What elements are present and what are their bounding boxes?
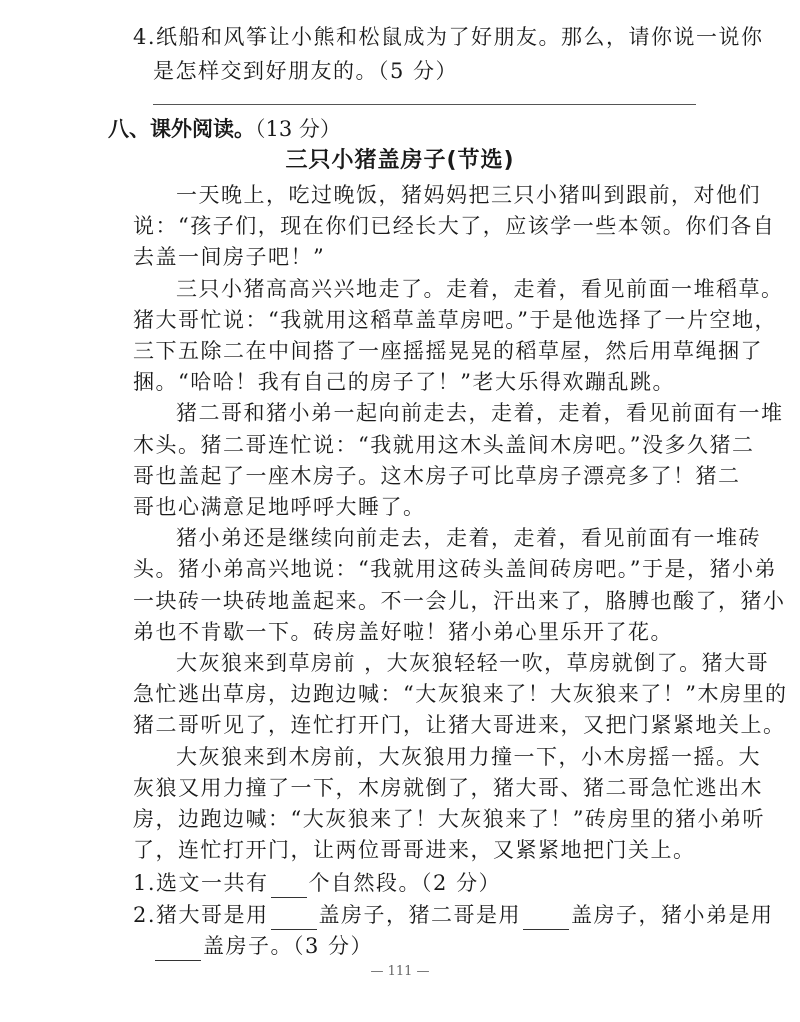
answer-line[interactable]: [153, 104, 696, 105]
passage-line: 大灰狼来到草房前 ，大灰狼轻轻一吹，草房就倒了。猪大哥: [176, 651, 770, 675]
passage-line: 哥也心满意足地呼呼大睡了。: [133, 495, 426, 519]
question-1-text: 1.选文一共有: [133, 871, 269, 896]
passage-line: 哥也盖起了一座木房子。这木房子可比草房子漂亮多了！猪二: [133, 463, 741, 488]
passage-line: 三下五除二在中间搭了一座摇摇晃晃的稻草屋，然后用草绳捆了: [133, 339, 763, 363]
section-label: 八、课外阅读。: [108, 117, 255, 141]
passage-line: 大灰狼来到木房前，大灰狼用力撞一下，小木房摇一摇。大: [176, 744, 761, 769]
question-2-text: 盖房子，猪二哥是用: [318, 902, 522, 927]
question-1: [133, 868, 703, 898]
passage-line: 一块砖一块砖地盖起来。不一会儿，汗出来了，胳膊也酸了，猪小: [133, 588, 786, 613]
passage-line: 灰狼又用力撞了一下，木房就倒了，猪大哥、猪二哥急忙逃出木: [133, 775, 763, 800]
passage-line: 了，连忙打开门，让两位哥哥进来，又紧紧地把门关上。: [133, 838, 696, 863]
answer-blank[interactable]: [155, 938, 201, 961]
question-2-line-1: [133, 900, 774, 930]
passage-line: 弟也不肯歇一下。砖房盖好啦！猪小弟心里乐开了花。: [133, 619, 673, 644]
section-score: （13 分）: [255, 117, 341, 141]
section-heading: [108, 114, 341, 144]
passage-line: 猪二哥和猪小弟一起向前走去，走着，走着，看见前面有一堆: [176, 401, 784, 426]
passage-line: 头。猪小弟高兴地说：“我就用这砖头盖间砖房吧。”于是，猪小弟: [133, 557, 777, 582]
passage-line: 房，边跑边喊：“大灰狼来了！大灰狼来了！”砖房里的猪小弟听: [133, 807, 765, 831]
question-4-line-2: 是怎样交到好朋友的。（5 分）: [153, 59, 459, 83]
passage-line: 捆。“哈哈！我有自己的房子了！”老大乐得欢蹦乱跳。: [133, 370, 675, 395]
passage-line: 三只小猪高高兴兴地走了。走着，走着，看见前面一堆稻草。: [176, 276, 784, 301]
passage-line: 去盖一间房子吧！”: [133, 245, 326, 270]
answer-blank[interactable]: [271, 875, 307, 898]
passage-line: 一天晚上，吃过晚饭，猪妈妈把三只小猪叫到跟前，对他们: [176, 183, 761, 207]
passage-line: 猪小弟还是继续向前走去，走着，走着，看见前面有一堆砖: [176, 526, 761, 551]
passage-line: 急忙逃出草房，边跑边喊：“大灰狼来了！大灰狼来了！”木房里的: [133, 682, 788, 707]
passage-line: 木头。猪二哥连忙说：“我就用这木头盖间木房吧。”没多久猪二: [133, 432, 755, 457]
passage-title: 三只小猪盖房子(节选): [285, 148, 515, 173]
question-1-text: 个自然段。（2 分）: [308, 871, 502, 896]
question-2-text: 盖房子。（3 分）: [203, 933, 374, 958]
page-number: — 111 —: [370, 964, 430, 979]
passage-line: 说：“孩子们，现在你们已经长大了，应该学一些本领。你们各自: [133, 214, 776, 239]
answer-blank[interactable]: [523, 907, 569, 930]
passage-line: 猪大哥忙说：“我就用这稻草盖草房吧。”于是他选择了一片空地，: [133, 307, 777, 332]
question-2-text: 盖房子，猪小弟是用: [571, 902, 774, 927]
question-2-text: 2.猪大哥是用: [133, 902, 269, 927]
answer-blank[interactable]: [271, 907, 317, 930]
question-2-line-2: [153, 931, 703, 961]
question-4-line-1: 4.纸船和风筝让小熊和松鼠成为了好朋友。那么，请你说一说你: [133, 25, 764, 49]
passage-line: 猪二哥听见了，连忙打开门，让猪大哥进来，又把门紧紧地关上。: [133, 713, 786, 738]
